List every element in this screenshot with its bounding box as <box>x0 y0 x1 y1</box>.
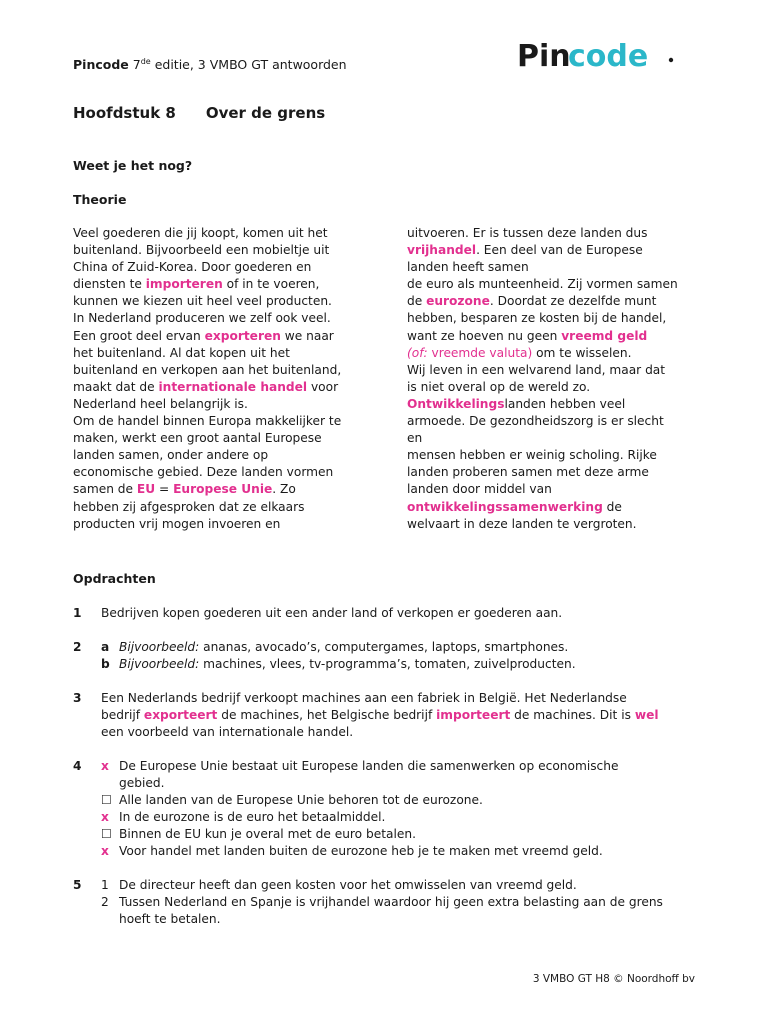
document-header <box>73 57 347 72</box>
empty-checkbox: ☐ <box>101 793 112 808</box>
text-run: een voorbeeld van internationale handel. <box>101 725 354 740</box>
text-run: bedrijf <box>101 708 144 723</box>
text-run: hebben, besparen ze kosten bij de handel, <box>407 311 667 326</box>
theory-right-column <box>407 225 707 533</box>
theory-line <box>73 499 373 516</box>
edition-text: editie, 3 VMBO GT antwoorden <box>150 57 347 73</box>
theory-line <box>73 516 373 533</box>
checked-mark: x <box>101 810 109 825</box>
statement <box>101 826 701 843</box>
answer-b <box>101 656 701 673</box>
text-run: de machines. Dit is <box>510 708 635 723</box>
statement-text: In de eurozone is de euro het betaalmiddel. <box>119 810 386 825</box>
question-answer: Bedrijven kopen goederen uit een ander land of verkopen er goederen aan. <box>101 606 563 620</box>
theory-line <box>407 259 707 276</box>
text-run: want ze hoeven nu geen <box>407 328 562 343</box>
answer-line <box>101 724 701 741</box>
text-run: we naar <box>280 328 334 343</box>
text-run: welvaart in deze landen te vergroten. <box>407 516 637 531</box>
highlighted-term: vreemd geld <box>561 328 648 343</box>
text-run: maakt dat de <box>73 379 159 394</box>
theory-line <box>407 345 707 362</box>
item-number: 2 <box>101 895 109 910</box>
question-number: 3 <box>73 691 82 705</box>
theory-line <box>407 225 707 242</box>
theory-line <box>407 481 707 498</box>
theory-line <box>73 379 373 396</box>
text-run: . Een deel van de Europese <box>476 243 643 258</box>
chapter-label: Hoofdstuk 8 <box>73 104 176 122</box>
highlighted-term: eurozone <box>426 294 490 309</box>
theory-line <box>73 310 373 327</box>
theory-line <box>73 225 373 242</box>
text-run: mensen hebben er weinig scholing. Rijke <box>407 448 657 463</box>
section-assignments-heading: Opdrachten <box>73 571 156 586</box>
theory-line <box>73 345 373 362</box>
logo-pin-text: Pin <box>517 39 571 74</box>
theory-line <box>73 362 373 379</box>
highlighted-term: importeren <box>145 277 223 292</box>
highlighted-term: wel <box>634 708 659 723</box>
chapter-heading <box>73 104 325 122</box>
answer-item-text: Tussen Nederland en Spanje is vrijhandel waardoor hij geen extra belasting aan de grens <box>119 895 663 910</box>
text-run: uitvoeren. Er is tussen deze landen dus <box>407 226 648 240</box>
theory-line <box>73 481 373 498</box>
logo-code-text: code <box>568 39 649 74</box>
statement-text: Alle landen van de Europese Unie behoren tot de eurozone. <box>119 793 483 808</box>
text-run: de <box>602 499 622 514</box>
text-run: het buitenland. Al dat kopen uit het <box>73 345 290 360</box>
theory-line <box>407 242 707 259</box>
text-run: Een Nederlands bedrijf verkoopt machines aan een fabriek in België. Het Nederlandse <box>101 691 627 705</box>
text-run: de machines, het Belgische bedrijf <box>217 708 437 723</box>
text-run: hebben zij afgesproken dat ze elkaars <box>73 499 305 514</box>
question-number: 2 <box>73 640 82 654</box>
text-run: producten vrij mogen invoeren en <box>73 516 281 531</box>
text-run: armoede. De gezondheidszorg is er slecht <box>407 414 664 429</box>
text-run: landen door middel van <box>407 482 552 497</box>
answer-a-label: Bijvoorbeeld: <box>119 640 200 654</box>
brand-name: Pincode <box>73 57 129 73</box>
theory-line <box>73 447 373 464</box>
highlighted-term: exporteert <box>143 708 218 723</box>
question-answers <box>101 639 701 673</box>
statement-text: De Europese Unie bestaat uit Europese landen die samenwerken op economische <box>119 759 619 773</box>
checked-mark: x <box>101 759 109 773</box>
text-run: . Zo <box>272 482 296 497</box>
statement-text: Binnen de EU kun je overal met de euro betalen. <box>119 827 416 842</box>
text-run: maken, werkt een groot aantal Europese <box>73 431 322 446</box>
theory-line <box>407 413 707 430</box>
answer-letter: b <box>101 657 110 672</box>
text-run: China of Zuid-Korea. Door goederen en <box>73 260 312 275</box>
checked-mark: x <box>101 844 109 859</box>
theory-line <box>407 362 707 379</box>
pincode-logo <box>517 36 677 76</box>
theory-line <box>73 413 373 430</box>
question-answer <box>101 690 701 741</box>
theory-line <box>73 242 373 259</box>
text-run: om te wisselen. <box>532 345 632 360</box>
theory-line <box>407 293 707 310</box>
highlighted-term: exporteren <box>204 328 281 343</box>
text-run: samen de <box>73 482 137 497</box>
theory-line <box>73 259 373 276</box>
question-number: 4 <box>73 759 82 773</box>
item-number: 1 <box>101 878 109 892</box>
highlighted-term: ontwikkelingssamenwerking <box>407 499 603 514</box>
statement-text: gebied. <box>119 776 165 791</box>
theory-line <box>407 464 707 481</box>
text-run: kunnen we kiezen uit heel veel producten. <box>73 294 332 309</box>
answer-line <box>101 707 701 724</box>
page-footer: 3 VMBO GT H8 © Noordhoff bv <box>532 973 695 985</box>
theory-left-column <box>73 225 373 533</box>
highlighted-term: vrijhandel <box>407 243 477 258</box>
answer-a-text: ananas, avocado’s, computergames, laptops, smartphones. <box>199 640 569 654</box>
highlighted-term: Europese Unie <box>173 482 273 497</box>
question-number: 1 <box>73 606 82 620</box>
statement <box>101 792 701 809</box>
text-run: landen hebben veel <box>504 396 626 411</box>
question-answers <box>101 877 701 928</box>
answer-letter: a <box>101 640 110 654</box>
text-run: de <box>407 294 427 309</box>
statement-text: Voor handel met landen buiten de eurozone heb je te maken met vreemd geld. <box>119 844 603 859</box>
theory-line <box>407 310 707 327</box>
text-run: landen proberen samen met deze arme <box>407 465 649 480</box>
theory-line <box>73 430 373 447</box>
answer-line <box>101 690 701 707</box>
statement <box>101 809 701 826</box>
answer-a <box>101 639 701 656</box>
theory-line <box>407 430 707 447</box>
theory-line <box>73 276 373 293</box>
text-run: landen heeft samen <box>407 260 529 275</box>
answer-item-text: De directeur heeft dan geen kosten voor het omwisselen van vreemd geld. <box>119 878 577 892</box>
theory-line <box>407 379 707 396</box>
text-run: landen samen, onder andere op <box>73 448 269 463</box>
theory-line <box>407 328 707 345</box>
text-run: buitenland. Bijvoorbeeld een mobieltje uit <box>73 243 330 258</box>
text-run: Wij leven in een welvarend land, maar dat <box>407 362 666 377</box>
answer-item <box>101 894 701 928</box>
text-run: of in te voeren, <box>222 277 320 292</box>
text-run: diensten te <box>73 277 146 292</box>
text-run: Om de handel binnen Europa makkelijker te <box>73 414 342 429</box>
statement <box>101 758 701 792</box>
text-run: voor <box>307 379 339 394</box>
highlighted-term: internationale handel <box>158 379 308 394</box>
question-statements <box>101 758 701 861</box>
alternative-label: (of: <box>407 345 428 360</box>
text-run: buitenland en verkopen aan het buitenland, <box>73 362 342 377</box>
statement <box>101 843 701 860</box>
text-run: Een groot deel ervan <box>73 328 205 343</box>
theory-line <box>407 516 707 533</box>
answer-item-text: hoeft te betalen. <box>119 912 221 927</box>
text-run: de euro als munteenheid. Zij vormen samen <box>407 277 678 292</box>
theory-line <box>73 328 373 345</box>
theory-line <box>407 447 707 464</box>
logo-dot <box>669 58 673 62</box>
answer-b-label: Bijvoorbeeld: <box>119 657 200 672</box>
section-recall-heading: Weet je het nog? <box>73 158 193 173</box>
text-run: economische gebied. Deze landen vormen <box>73 465 334 480</box>
answer-b-text: machines, vlees, tv-programma’s, tomaten, zuivelproducten. <box>199 657 576 672</box>
highlighted-term: EU <box>136 482 156 497</box>
text-run: is niet overal op de wereld zo. <box>407 379 591 394</box>
edition-number: 7de <box>132 57 151 73</box>
theory-line <box>73 293 373 310</box>
text-run: Veel goederen die jij koopt, komen uit het <box>73 226 328 240</box>
text-run: = <box>155 482 174 497</box>
question-number: 5 <box>73 878 82 892</box>
theory-line <box>73 464 373 481</box>
text-run: In Nederland produceren we zelf ook veel. <box>73 311 331 326</box>
alternative-term: vreemde valuta) <box>427 345 533 360</box>
answer-item <box>101 877 701 894</box>
theory-line <box>407 276 707 293</box>
highlighted-term: importeert <box>436 708 511 723</box>
text-run: . Doordat ze dezelfde munt <box>489 294 657 309</box>
highlighted-term: Ontwikkelings <box>407 396 505 411</box>
text-run: Nederland heel belangrijk is. <box>73 396 248 411</box>
text-run: en <box>407 431 423 446</box>
theory-line <box>407 499 707 516</box>
theory-line <box>73 396 373 413</box>
chapter-title: Over de grens <box>205 104 326 122</box>
theory-line <box>407 396 707 413</box>
section-theory-heading: Theorie <box>73 192 127 207</box>
empty-checkbox: ☐ <box>101 827 112 842</box>
